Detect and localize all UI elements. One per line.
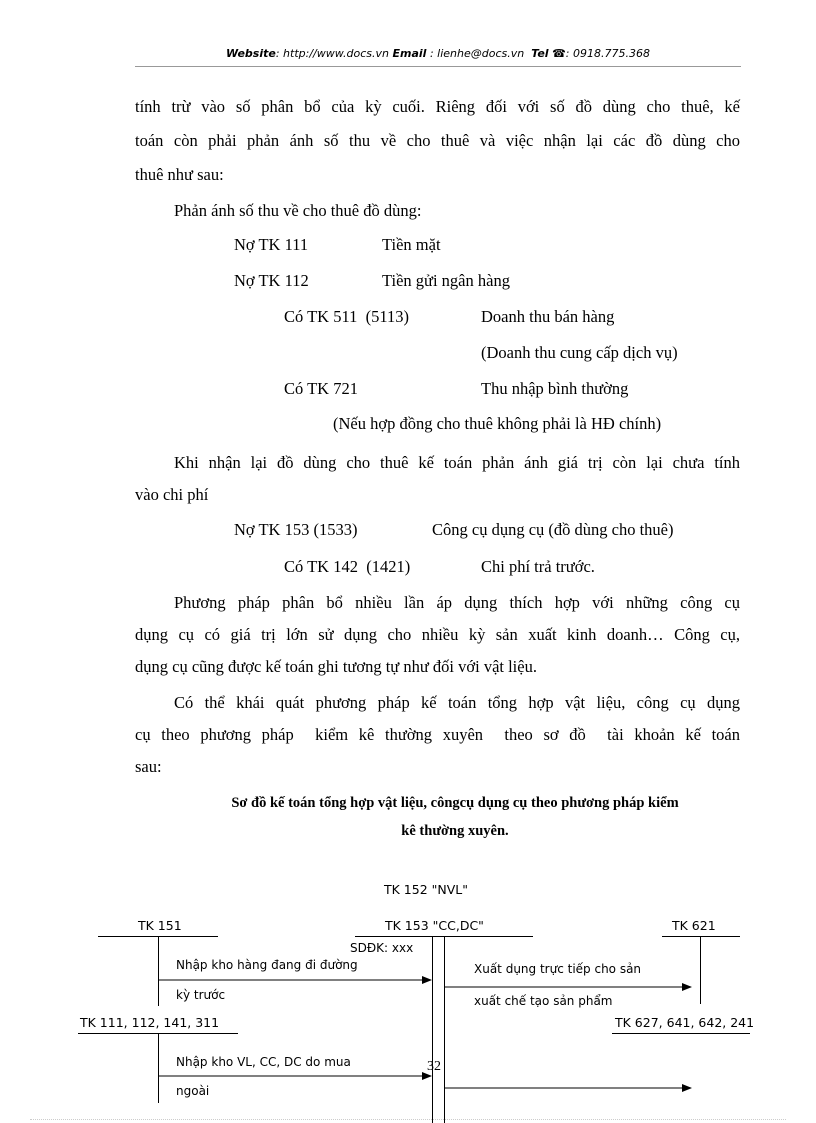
entry4-note: (Nếu hợp đồng cho thuê không phải là HĐ chính) bbox=[333, 414, 662, 433]
entry5-desc: Công cụ dụng cụ (đồ dùng cho thuê) bbox=[432, 520, 674, 539]
phone-icon: ☎ bbox=[552, 47, 566, 60]
entry1-account: Nợ TK 111 bbox=[234, 235, 309, 254]
entry3-desc: Doanh thu bán hàng bbox=[481, 307, 615, 326]
para3-line1: Khi nhận lại đồ dùng cho thuê kế toán phản ánh giá trị còn lại chưa tính bbox=[174, 453, 740, 472]
para1-line3: thuê như sau: bbox=[135, 165, 224, 184]
tk627-label: TK 627, 641, 642, 241 bbox=[615, 1015, 755, 1030]
tk111-label: TK 111, 112, 141, 311 bbox=[80, 1015, 220, 1030]
email-value[interactable]: : lienhe@docs.vn bbox=[426, 47, 525, 60]
tk151-label: TK 151 bbox=[138, 918, 182, 933]
para5-line1: Có thể khái quát phương pháp kế toán tổng hợp vật liệu, công cụ dụng bbox=[174, 693, 740, 712]
entry6-desc: Chi phí trả trước. bbox=[481, 557, 595, 576]
tk621-label: TK 621 bbox=[672, 918, 716, 933]
tel-value: : 0918.775.368 bbox=[565, 47, 650, 60]
tk153-label: TK 153 "CC,DC" bbox=[385, 918, 484, 933]
entry5-account: Nợ TK 153 (1533) bbox=[234, 520, 358, 539]
website-label: Website bbox=[226, 47, 276, 60]
flow3-label-line2: ngoài bbox=[176, 1084, 210, 1098]
entry1-desc: Tiền mặt bbox=[382, 235, 441, 254]
website-value[interactable]: : http://www.docs.vn bbox=[275, 47, 390, 60]
page-number: 32 bbox=[427, 1059, 441, 1074]
entry2-desc: Tiền gửi ngân hàng bbox=[382, 271, 510, 290]
diagram-caption-line1: Sơ đồ kế toán tổng hợp vật liệu, côngcụ dụng cụ theo phương pháp kiểm bbox=[231, 795, 679, 811]
entry4-desc: Thu nhập bình thường bbox=[481, 379, 629, 398]
flow1-label-line2: kỳ trước bbox=[176, 988, 226, 1002]
footer-divider bbox=[30, 1119, 786, 1120]
email-label: Email bbox=[392, 47, 427, 60]
entry4-account: Có TK 721 bbox=[284, 379, 358, 398]
para5-line2: cụ theo phương pháp kiểm kê thường xuyên theo sơ đồ tài khoản kế toán bbox=[135, 725, 740, 744]
flow1-label-line1: Nhập kho hàng đang đi đường bbox=[176, 958, 358, 972]
para1-line1: tính trừ vào số phân bổ của kỳ cuối. Riêng đối với số đồ dùng cho thuê, kế bbox=[135, 97, 740, 116]
para4-line1: Phương pháp phân bổ nhiều lần áp dụng thích hợp với những công cụ bbox=[174, 593, 740, 612]
flow2-label-line2: xuất chế tạo sản phẩm bbox=[474, 994, 613, 1008]
tel-label: Tel bbox=[531, 47, 549, 60]
para4-line3: dụng cụ cũng được kế toán ghi tương tự như đối với vật liệu. bbox=[135, 657, 537, 676]
flow2-label-line1: Xuất dụng trực tiếp cho sản bbox=[474, 962, 642, 976]
entry3-account: Có TK 511 (5113) bbox=[284, 307, 409, 326]
entry2-account: Nợ TK 112 bbox=[234, 271, 309, 290]
tk152-title: TK 152 "NVL" bbox=[384, 882, 469, 897]
para4-line2: dụng cụ có giá trị lớn sử dụng cho nhiều kỳ sản xuất kinh doanh… Công cụ, bbox=[135, 625, 740, 644]
para3-line2: vào chi phí bbox=[135, 485, 209, 504]
para5-line3: sau: bbox=[135, 757, 162, 776]
entry3-desc2: (Doanh thu cung cấp dịch vụ) bbox=[481, 343, 678, 362]
opening-balance: SDĐK: xxx bbox=[350, 941, 414, 955]
diagram-caption-line2: kê thường xuyên. bbox=[401, 823, 509, 839]
entry6-account: Có TK 142 (1421) bbox=[284, 557, 411, 576]
flow3-label-line1: Nhập kho VL, CC, DC do mua bbox=[176, 1055, 351, 1069]
para2: Phản ánh số thu về cho thuê đồ dùng: bbox=[174, 201, 422, 220]
para1-line2: toán còn phải phản ánh số thu về cho thuê và việc nhận lại các đồ dùng cho bbox=[135, 131, 740, 150]
